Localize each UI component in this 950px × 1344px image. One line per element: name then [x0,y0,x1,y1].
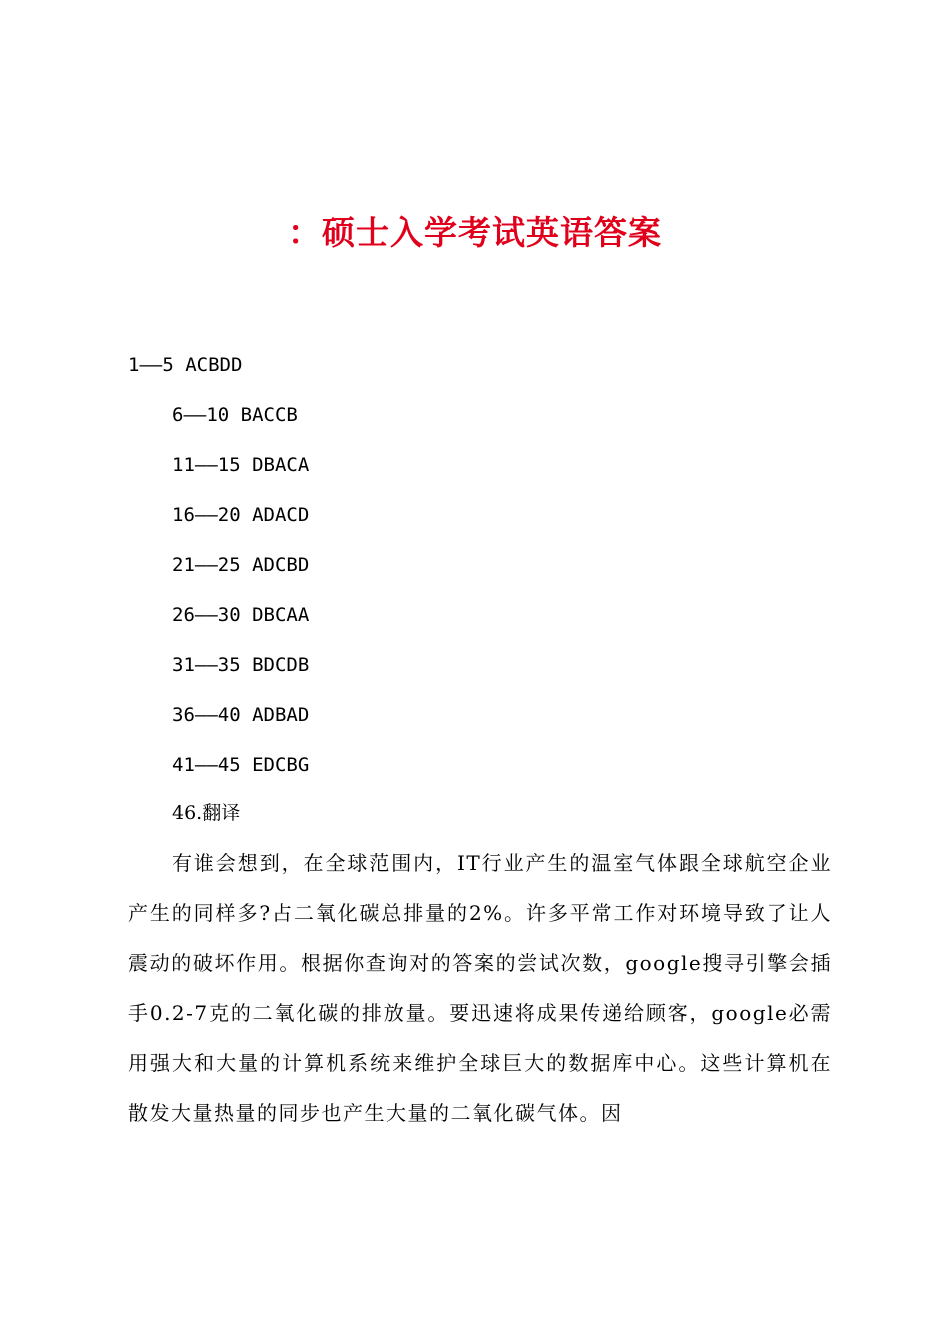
answer-line: 36——40 ADBAD [172,704,310,726]
answer-line: 1——5 ACBDD [128,354,243,376]
answer-line: 41——45 EDCBG [172,754,310,776]
section-heading-translation: 46.翻译 [172,802,241,824]
answer-line: 11——15 DBACA [172,454,310,476]
document-title: ：硕士入学考试英语答案 [288,213,662,252]
answer-line: 6——10 BACCB [172,404,298,426]
translation-paragraph: 有谁会想到，在全球范围内，IT行业产生的温室气体跟全球航空企业产生的同样多?占二氧化碳总排量的2%。许多平常工作对环境导致了让人震动的破坏作用。根据你查询对的答案的尝试次数，google搜寻引擎会插手0.2-7克的二氧化碳的排放量。要迅速将成果传递给顾客，google必需用强大和大量的计算机系统来维护全球巨大的数据库中心。这些计算机在散发大量热量的同步也产生大量的二氧化碳气体。因 [128,851,832,1125]
answer-line: 31——35 BDCDB [172,654,310,676]
answer-line: 26——30 DBCAA [172,604,310,626]
answer-line: 21——25 ADCBD [172,554,310,576]
answer-line: 16——20 ADACD [172,504,310,526]
